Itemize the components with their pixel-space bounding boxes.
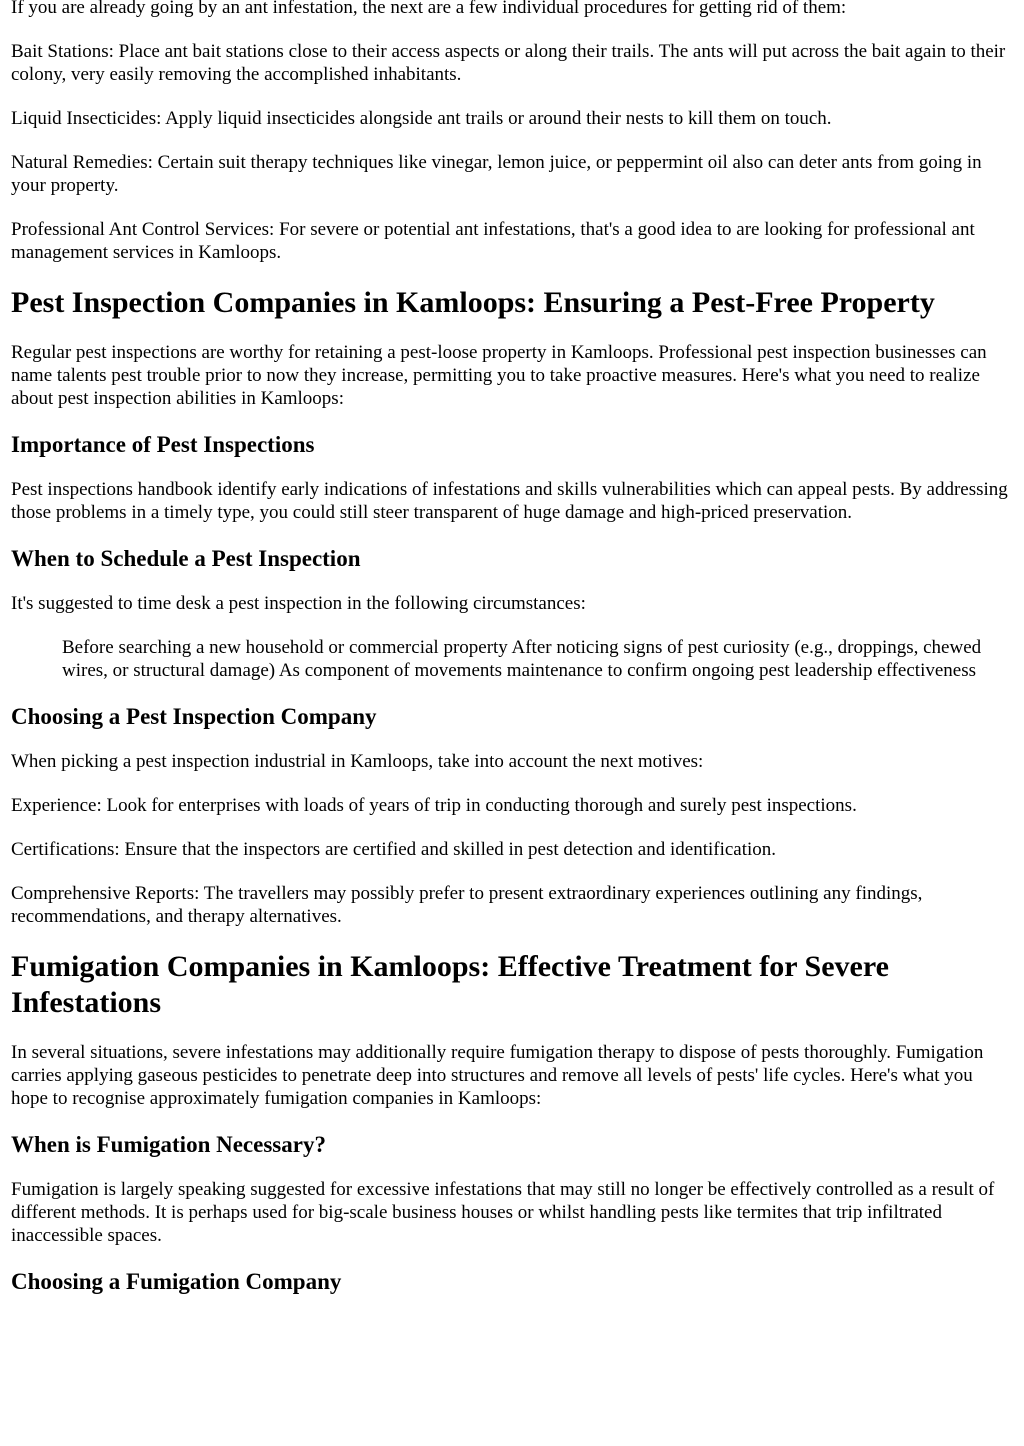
- subheading-fumigation-necessary: When is Fumigation Necessary?: [11, 1132, 326, 1157]
- ant-method-natural-remedies: Natural Remedies: Certain suit therapy techniques like vinegar, lemon juice, or peppermint oil also can deter ants from going in your property.: [11, 152, 982, 196]
- section-heading-fumigation: Fumigation Companies in Kamloops: Effective Treatment for Severe Infestations: [11, 950, 889, 1019]
- intro-paragraph: If you are already going by an ant infestation, the next are a few individual procedures for getting rid of them:: [11, 0, 847, 18]
- subheading-importance: Importance of Pest Inspections: [11, 432, 315, 457]
- subheading-when-to-schedule: When to Schedule a Pest Inspection: [11, 546, 361, 571]
- ant-method-liquid-insecticides: Liquid Insecticides: Apply liquid insecticides alongside ant trails or around their nests to kill them on touch.: [11, 108, 832, 129]
- pest-inspection-intro: Regular pest inspections are worthy for retaining a pest-loose property in Kamloops. Professional pest inspection businesses can name talents pest trouble prior to now they increase, permitting you to take proactive measures. Here's what you need to realize about pest inspection abilities in Kamloops:: [11, 342, 987, 409]
- factor-comprehensive-reports: Comprehensive Reports: The travellers may possibly prefer to present extraordinary experiences outlining any findings, recommendations, and therapy alternatives.: [11, 883, 923, 927]
- section-heading-pest-inspection: Pest Inspection Companies in Kamloops: Ensuring a Pest-Free Property: [11, 286, 935, 319]
- choosing-inspection-lead: When picking a pest inspection industrial in Kamloops, take into account the next motives:: [11, 751, 704, 772]
- subheading-choosing-inspection-company: Choosing a Pest Inspection Company: [11, 704, 377, 729]
- ant-method-bait-stations: Bait Stations: Place ant bait stations close to their access aspects or along their trails. The ants will put across the bait again to their colony, very easily removing the accomplished inhabitants.: [11, 41, 1006, 85]
- factor-certifications: Certifications: Ensure that the inspectors are certified and skilled in pest detection and identification.: [11, 839, 777, 860]
- importance-paragraph: Pest inspections handbook identify early indications of infestations and skills vulnerabilities which can appeal pests. By addressing those problems in a timely type, you could still steer transparent of huge damage and high-priced preservation.: [11, 479, 1008, 523]
- fumigation-intro: In several situations, severe infestations may additionally require fumigation therapy to dispose of pests thoroughly. Fumigation carries applying gaseous pesticides to penetrate deep into structures and remove all levels of pests' life cycles. Here's what you hope to recognise approximately fumigation companies in Kamloops:: [11, 1042, 984, 1109]
- subheading-choosing-fumigation-company: Choosing a Fumigation Company: [11, 1269, 342, 1294]
- schedule-circumstances-quote: Before searching a new household or commercial property After noticing signs of pest curiosity (e.g., droppings, chewed wires, or structural damage) As component of movements maintenance to confirm ongoing pest leadership effectiveness: [62, 637, 982, 681]
- factor-experience: Experience: Look for enterprises with loads of years of trip in conducting thorough and surely pest inspections.: [11, 795, 857, 816]
- fumigation-necessary-paragraph: Fumigation is largely speaking suggested for excessive infestations that may still no longer be effectively controlled as a result of different methods. It is perhaps used for big-scale business houses or whilst handling pests like termites that trip infiltrated inaccessible spaces.: [11, 1179, 995, 1246]
- ant-method-professional-services: Professional Ant Control Services: For severe or potential ant infestations, that's a good idea to are looking for professional ant management services in Kamloops.: [11, 219, 975, 263]
- schedule-lead: It's suggested to time desk a pest inspection in the following circumstances:: [11, 593, 586, 614]
